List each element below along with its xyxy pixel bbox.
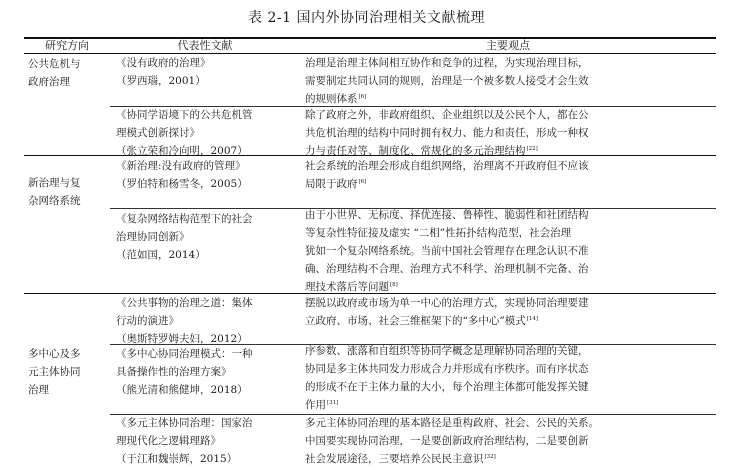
direction-cell: [28, 174, 110, 210]
literature-line: 《多元主体协同治理：国家治: [116, 417, 253, 429]
literature-line: 《新治理:没有政府的管理》: [116, 160, 246, 172]
literature-line: （张立荣和冷向明，2007）: [116, 145, 248, 157]
citation-ref: [31]: [327, 400, 339, 406]
view-line: 的形成不在于主体力量的大小，每个治理主体都可能发挥关键: [305, 381, 589, 393]
view-line: 作用[31]: [305, 399, 339, 411]
literature-cell: [116, 414, 300, 468]
literature-line: 具备操作性的治理方案》: [116, 366, 232, 378]
citation-ref: [22]: [526, 146, 538, 152]
literature-line: 《复杂网络结构范型下的社会: [116, 213, 253, 225]
literature-line: （罗伯特和杨雪冬，2005）: [116, 178, 248, 190]
citation-ref: [6]: [358, 179, 367, 185]
view-line: 社会系统的治理会形成自组织网络，治理离不开政府但不应该: [305, 160, 589, 172]
literature-line: （熊光清和熊健坤，2018）: [116, 384, 248, 396]
literature-cell: [116, 106, 300, 160]
view-line: 治理是治理主体间相互协作和竞争的过程，为实现治理目标，: [305, 57, 589, 69]
table-title: 表 2-1 国内外协同治理相关文献梳理: [248, 10, 485, 26]
view-cell: [305, 342, 716, 414]
view-line: 等复杂性特征接及虚实 “二相”性拓扑结构范型，社会治理: [305, 227, 572, 239]
literature-line: 行动的演进》: [116, 315, 179, 327]
view-line: 的规则体系[6]: [305, 93, 367, 105]
view-cell: [305, 157, 716, 193]
view-line: 理技术落后等问题[8]: [305, 281, 398, 293]
literature-cell: [116, 157, 300, 193]
direction-cell: [28, 345, 110, 399]
literature-line: （范如国，2014）: [116, 249, 206, 261]
literature-cell: [116, 294, 300, 348]
view-line: 需要制定共同认同的规则，治理是一个被多数人接受才会生效: [305, 75, 589, 87]
header-literature: 代表性文献: [177, 39, 233, 52]
literature-cell: [116, 210, 300, 264]
literature-cell: [116, 345, 300, 399]
view-line: 中国要实现协同治理，一是要创新政府治理结构，二是要创新: [305, 435, 589, 447]
view-line: 力与责任对等、制度化、常规化的多元治理结构[22]: [305, 145, 538, 157]
direction-line: 公共危机与: [28, 58, 81, 70]
view-line: 立政府、市场、社会三维框架下的“多中心”模式[14]: [305, 315, 539, 327]
direction-line: 治理: [28, 384, 49, 396]
view-line: 犹如一个复杂网络系统。当前中国社会管理存在理念认识不准: [305, 245, 589, 257]
citation-ref: [32]: [484, 454, 496, 460]
literature-line: （罗西瑙，2001）: [116, 75, 206, 87]
direction-line: 新治理与复: [28, 177, 81, 189]
direction-line: 杂网络系统: [28, 195, 81, 207]
view-cell: [305, 106, 716, 160]
literature-line: 《公共事物的治理之道：集体: [116, 297, 253, 309]
view-cell: [305, 54, 716, 108]
view-cell: [305, 206, 716, 296]
literature-line: 《协同学语境下的公共危机管: [116, 109, 253, 121]
literature-line: 理模式创新探讨》: [116, 127, 200, 139]
citation-ref: [14]: [526, 316, 539, 322]
direction-line: 多中心及多: [28, 348, 81, 360]
view-line: 多元主体协同治理的基本路径是重构政府、社会、公民的关系。: [305, 417, 599, 429]
header-views: 主要观点: [486, 39, 530, 52]
literature-cell: [116, 54, 300, 90]
view-cell: [305, 414, 716, 468]
view-line: 除了政府之外，非政府组织、企业组织以及公民个人，都在公: [305, 109, 589, 121]
literature-line: （于江和魏崇辉，2015）: [116, 453, 238, 465]
literature-line: 理现代化之逻辑理路》: [116, 435, 221, 447]
view-line: 摆脱以政府或市场为单一中心的治理方式，实现协同治理要建: [305, 297, 589, 309]
view-line: 共危机治理的结构中同时拥有权力、能力和责任，形成一种权: [305, 127, 589, 139]
literature-line: （奥斯特罗姆夫妇，2012）: [116, 333, 248, 345]
literature-line: 《没有政府的治理》: [116, 57, 211, 69]
header-direction: 研究方向: [45, 39, 89, 52]
view-line: 序参数、涨落和自组织等协同学概念是理解协同治理的关键，: [305, 345, 589, 357]
view-line: 协同是多主体共同发力形成合力并形成有序秩序。而有序状态: [305, 363, 589, 375]
view-line: 由于小世界、无标度、择优连接、鲁棒性、脆弱性和社团结构: [305, 209, 589, 221]
literature-line: 《多中心协同治理模式：一种: [116, 348, 253, 360]
view-line: 确、治理结构不合理、治理方式不科学、治理机制不完备、治: [305, 263, 589, 275]
citation-ref: [6]: [358, 94, 367, 100]
view-line: 局限于政府[6]: [305, 178, 367, 190]
direction-line: 元主体协同: [28, 366, 81, 378]
view-cell: [305, 294, 716, 330]
view-line: 社会发展途径，三要培养公民民主意识[32]: [305, 453, 496, 465]
direction-cell: [28, 55, 110, 91]
citation-ref: [8]: [390, 282, 398, 288]
literature-line: 治理协同创新》: [116, 231, 190, 243]
direction-line: 政府治理: [28, 76, 70, 88]
